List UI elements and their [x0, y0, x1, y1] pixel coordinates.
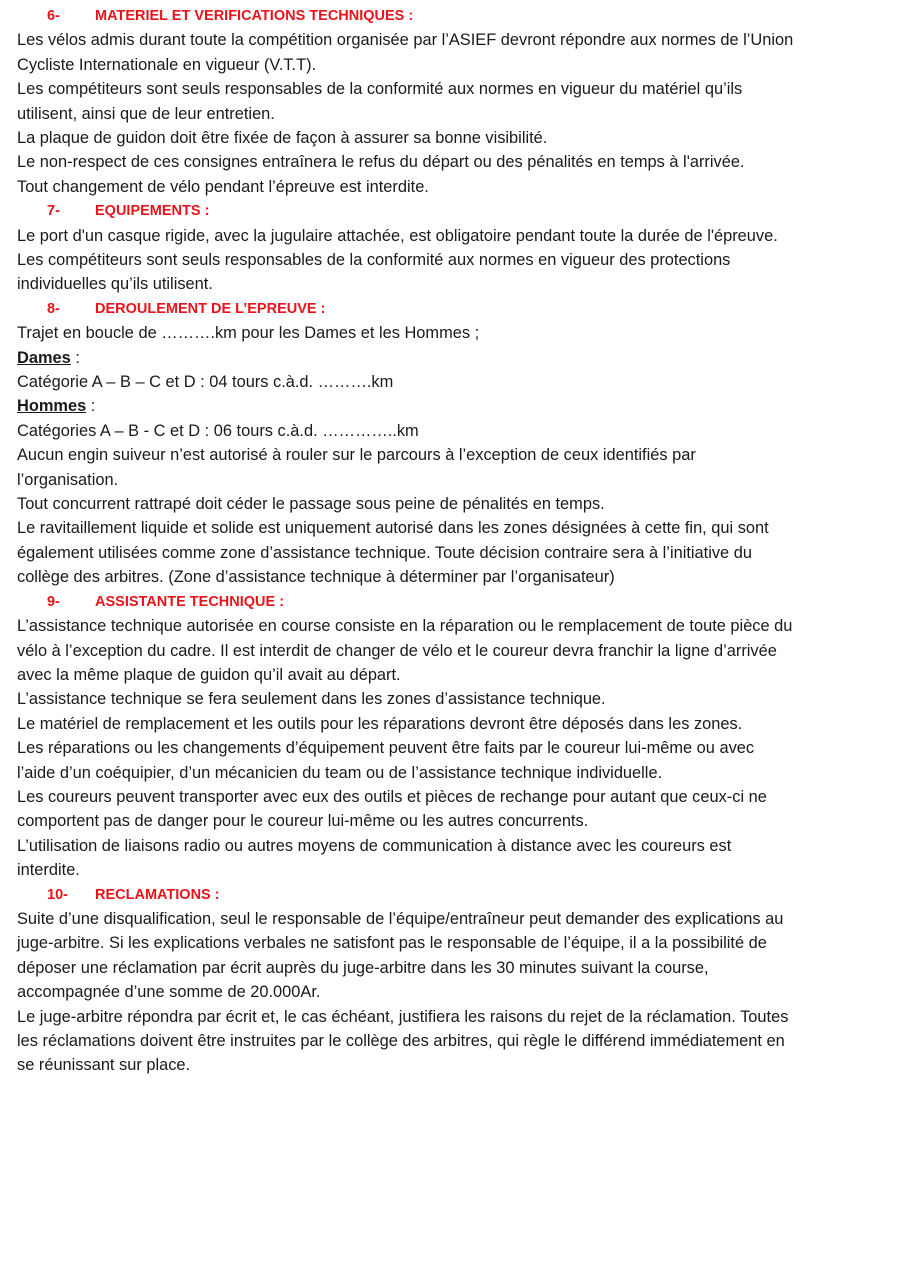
text-line: Le juge-arbitre répondra par écrit et, le cas échéant, justifiera les raisons du rejet de la réclamation. Toutes — [17, 1007, 789, 1026]
text-line: Suite d’une disqualification, seul le responsable de l’équipe/entraîneur peut demander des explications au — [17, 909, 784, 928]
section-heading-8 — [17, 297, 912, 321]
text-line: collège des arbitres. (Zone d’assistance technique à déterminer par l’organisateur) — [17, 568, 615, 587]
section-title: DEROULEMENT DE L’EPREUVE : — [95, 300, 326, 317]
label-colon: : — [86, 397, 96, 416]
text-line: accompagnée d’une somme de 20.000Ar. — [17, 983, 321, 1002]
text-line: Les compétiteurs sont seuls responsables de la conformité aux normes en vigueur des protections — [17, 251, 731, 270]
section-number: 10- — [47, 886, 68, 903]
text-line: Cycliste Internationale en vigueur (V.T.T). — [17, 55, 317, 74]
text-line: Les compétiteurs sont seuls responsables de la conformité aux normes en vigueur du matériel qu’ils — [17, 80, 743, 99]
dames-label: Dames — [17, 348, 71, 367]
section-number: 9- — [47, 593, 60, 610]
section-title: MATERIEL ET VERIFICATIONS TECHNIQUES : — [95, 8, 414, 24]
text-line: La plaque de guidon doit être fixée de façon à assurer sa bonne visibilité. — [17, 129, 548, 148]
text-line: vélo à l’exception du cadre. Il est interdit de changer de vélo et le coureur devra franchir la ligne d’arrivée — [17, 641, 777, 660]
text-line: également utilisées comme zone d’assistance technique. Toute décision contraire sera à l’initiative du — [17, 543, 752, 562]
text-line: l’aide d’un coéquipier, d’un mécanicien du team ou de l’assistance technique individuelle. — [17, 763, 663, 782]
text-line: les réclamations doivent être instruites par le collège des arbitres, qui règle le différend immédiatement en — [17, 1031, 785, 1050]
text-line: L’utilisation de liaisons radio ou autres moyens de communication à distance avec les coureurs est — [17, 836, 732, 855]
text-line: utilisent, ainsi que de leur entretien. — [17, 104, 275, 123]
text-line: Tout concurrent rattrapé doit céder le passage sous peine de pénalités en temps. — [17, 495, 605, 514]
hommes-label: Hommes — [17, 397, 87, 416]
dames-label-line — [17, 346, 912, 370]
text-line: individuelles qu’ils utilisent. — [17, 275, 213, 294]
section-heading-10 — [17, 883, 912, 907]
section-number: 8- — [47, 300, 60, 317]
text-line: Catégorie A – B – C et D : 04 tours c.à.d. ……….km — [17, 373, 394, 392]
section-heading-9 — [17, 590, 912, 614]
text-line: Tout changement de vélo pendant l’épreuve est interdite. — [17, 177, 429, 196]
text-line: avec la même plaque de guidon qu’il avait au départ. — [17, 665, 401, 684]
text-line: L’assistance technique autorisée en course consiste en la réparation ou le remplacement de toute pièce du — [17, 617, 793, 636]
text-line: interdite. — [17, 861, 80, 880]
hommes-label-line — [17, 394, 912, 418]
section-number: 7- — [47, 203, 60, 220]
section-title: ASSISTANTE TECHNIQUE : — [95, 593, 285, 610]
section-heading-7 — [17, 199, 912, 223]
text-line: Les réparations ou les changements d’équipement peuvent être faits par le coureur lui-même ou avec — [17, 739, 755, 758]
text-line: Les coureurs peuvent transporter avec eux des outils et pièces de rechange pour autant que ceux-ci ne — [17, 787, 767, 806]
text-line: Le matériel de remplacement et les outils pour les réparations devront être déposés dans les zones. — [17, 714, 743, 733]
text-line: Trajet en boucle de ……….km pour les Dames et les Hommes ; — [17, 324, 480, 343]
section-number: 6- — [47, 8, 60, 24]
document-page — [17, 4, 912, 1078]
text-line: Le port d'un casque rigide, avec la jugulaire attachée, est obligatoire pendant toute la durée de l'épreuve. — [17, 226, 778, 245]
text-line: Le ravitaillement liquide et solide est uniquement autorisé dans les zones désignées à cette fin, qui sont — [17, 519, 769, 538]
text-line: Les vélos admis durant toute la compétition organisée par l’ASIEF devront répondre aux normes de l’Union — [17, 31, 794, 50]
section-title: EQUIPEMENTS : — [95, 203, 210, 220]
text-line: se réunissant sur place. — [17, 1056, 191, 1075]
text-line: l’organisation. — [17, 470, 119, 489]
text-line: Catégories A – B - C et D : 06 tours c.à.d. …………..km — [17, 421, 419, 440]
text-line: Aucun engin suiveur n’est autorisé à rouler sur le parcours à l’exception de ceux identifiés par — [17, 446, 696, 465]
text-line: L’assistance technique se fera seulement dans les zones d’assistance technique. — [17, 690, 606, 709]
section-title: RECLAMATIONS : — [95, 886, 220, 903]
text-line: déposer une réclamation par écrit auprès du juge-arbitre dans les 30 minutes suivant la course, — [17, 958, 709, 977]
text-line: juge-arbitre. Si les explications verbales ne satisfont pas le responsable de l’équipe, il a la possibilité de — [17, 934, 767, 953]
text-line: comportent pas de danger pour le coureur lui-même ou les autres concurrents. — [17, 812, 589, 831]
text-line: Le non-respect de ces consignes entraînera le refus du départ ou des pénalités en temps à l'arrivée. — [17, 153, 745, 172]
label-colon: : — [70, 348, 80, 367]
section-heading-6 — [17, 4, 912, 28]
